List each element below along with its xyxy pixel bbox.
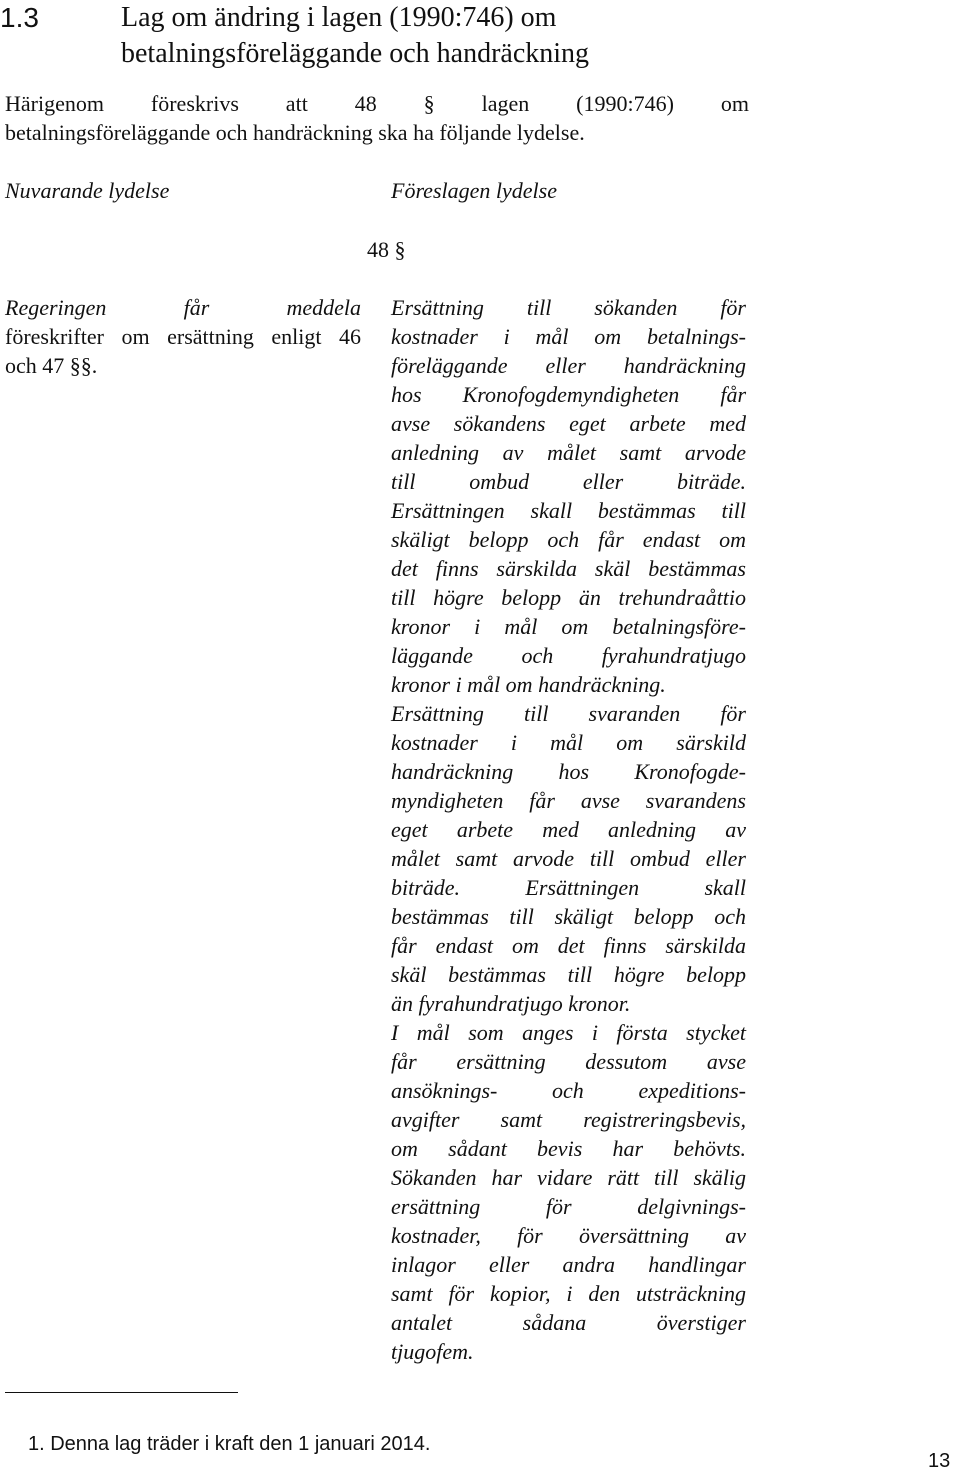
proposed-text-line: Ersättningen skall bestämmas till bbox=[391, 498, 746, 523]
proposed-text-line: kostnader, för översättning av bbox=[391, 1223, 746, 1248]
proposed-text-line: kronor i mål om handräckning. bbox=[391, 672, 666, 697]
proposed-text-line: får endast om det finns särskilda bbox=[391, 933, 746, 958]
section-title-line: betalningsföreläggande och handräckning bbox=[121, 38, 590, 69]
proposed-text-line: avse sökandens eget arbete med bbox=[391, 411, 746, 436]
proposed-text-line: ansöknings- och expeditions- bbox=[391, 1078, 746, 1103]
proposed-text-line: till ombud eller biträde. bbox=[391, 469, 746, 494]
proposed-text-line: anledning av målet samt arvode bbox=[391, 440, 746, 465]
intro-line: Härigenom föreskrivs att 48 § lagen (1990:746) om bbox=[5, 91, 749, 116]
intro-paragraph bbox=[5, 89, 749, 147]
proposed-version-label: Föreslagen lydelse bbox=[391, 178, 557, 203]
proposed-text-line: skäligt belopp och får endast om bbox=[391, 527, 746, 552]
proposed-text-line: bestämmas till skäligt belopp och bbox=[391, 904, 746, 929]
proposed-text-line: inlagor eller andra handlingar bbox=[391, 1252, 746, 1277]
proposed-text-line: biträde. Ersättningen skall bbox=[391, 875, 746, 900]
proposed-text-line: än fyrahundratjugo kronor. bbox=[391, 991, 631, 1016]
proposed-text-column bbox=[391, 293, 746, 1366]
proposed-text-line: kostnader i mål om betalnings- bbox=[391, 324, 746, 349]
section-title-line: Lag om ändring i lagen (1990:746) om bbox=[121, 2, 557, 33]
current-text-line: och 47 §§. bbox=[5, 353, 98, 378]
proposed-text-line: hos Kronofogdemyndigheten får bbox=[391, 382, 746, 407]
proposed-text-line: kostnader i mål om särskild bbox=[391, 730, 746, 755]
proposed-text-line: Ersättning till svaranden för bbox=[391, 701, 746, 726]
current-version-label: Nuvarande lydelse bbox=[5, 178, 170, 203]
proposed-text-line: Sökanden har vidare rätt till skälig bbox=[391, 1165, 746, 1190]
footnote: 1. Denna lag träder i kraft den 1 januari 2014. bbox=[28, 1433, 431, 1455]
proposed-text-line: om sådant bevis har behövts. bbox=[391, 1136, 746, 1161]
proposed-text-line: får ersättning dessutom avse bbox=[391, 1049, 746, 1074]
proposed-text-line: eget arbete med anledning av bbox=[391, 817, 746, 842]
intro-line: betalningsföreläggande och handräckning ska ha följande lydelse. bbox=[5, 120, 585, 145]
proposed-text-line: samt för kopior, i den utsträckning bbox=[391, 1281, 746, 1306]
proposed-text-line: ersättning för delgivnings- bbox=[391, 1194, 746, 1219]
section-title bbox=[121, 0, 711, 72]
proposed-text-line: I mål som anges i första stycket bbox=[391, 1020, 746, 1045]
proposed-text-line: avgifter samt registreringsbevis, bbox=[391, 1107, 746, 1132]
current-text-column bbox=[5, 293, 361, 380]
proposed-text-line: tjugofem. bbox=[391, 1339, 474, 1364]
current-text-line: Regeringen får meddela bbox=[5, 295, 361, 320]
proposed-text-line: antalet sådana överstiger bbox=[391, 1310, 746, 1335]
section-mark: 48 § bbox=[367, 237, 406, 262]
proposed-text-line: det finns särskilda skäl bestämmas bbox=[391, 556, 746, 581]
footnote-rule bbox=[5, 1392, 238, 1393]
page-number: 13 bbox=[928, 1450, 951, 1472]
proposed-text-line: till högre belopp än trehundraåttio bbox=[391, 585, 746, 610]
proposed-text-line: handräckning hos Kronofogde- bbox=[391, 759, 746, 784]
proposed-text-line: myndigheten får avse svarandens bbox=[391, 788, 746, 813]
proposed-text-line: föreläggande eller handräckning bbox=[391, 353, 746, 378]
proposed-text-line: Ersättning till sökanden för bbox=[391, 295, 746, 320]
proposed-text-line: målet samt arvode till ombud eller bbox=[391, 846, 746, 871]
proposed-text-line: läggande och fyrahundratjugo bbox=[391, 643, 746, 668]
proposed-text-line: kronor i mål om betalningsföre- bbox=[391, 614, 746, 639]
current-text-line: föreskrifter om ersättning enligt 46 bbox=[5, 324, 361, 349]
proposed-text-line: skäl bestämmas till högre belopp bbox=[391, 962, 746, 987]
section-number: 1.3 bbox=[0, 2, 39, 33]
